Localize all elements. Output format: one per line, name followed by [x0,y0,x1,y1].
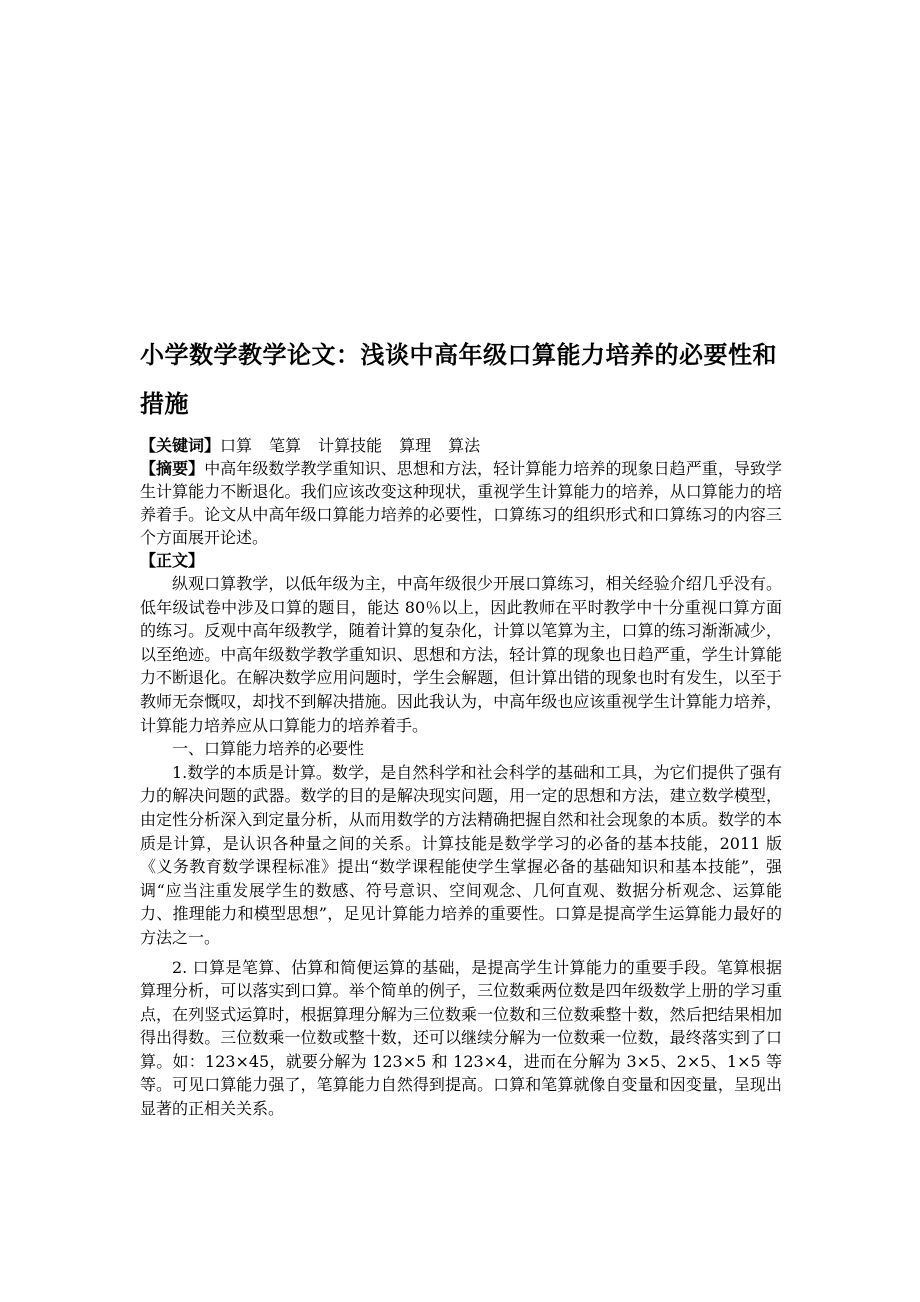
keyword: 算法 [448,436,481,455]
abstract-text: 中高年级数学教学重知识、思想和方法，轻计算能力培养的现象日趋严重，导致学生计算能力不断退化。我们应该改变这种现状，重视学生计算能力的培养，从口算能力的培养着手。论文从中高年级口算能力培养的必要性，口算练习的组织形式和口算练习的内容三个方面展开论述。 [140,459,782,547]
intro-paragraph: 纵观口算教学，以低年级为主，中高年级很少开展口算练习，相关经验介绍几乎没有。低年级试卷中涉及口算的题目，能达 80％以上，因此教师在平时教学中十分重视口算方面的练习。反观中高年级教学，随着计算的复杂化，计算以笔算为主，口算的练习渐渐减少，以至绝迹。中高年级数学教学重知识、思想和方法，轻计算的现象也日趋严重，学生计算能力不断退化。在解决数学应用问题时，学生会解题，但计算出错的现象也时有发生，以至于教师无奈慨叹，却找不到解决措施。因此我认为，中高年级也应该重视学生计算能力培养，计算能力培养应从口算能力的培养着手。 [140,574,782,735]
point-paragraph-2: 2. 口算是笔算、估算和简便运算的基础，是提高学生计算能力的重要手段。笔算根据算理分析，可以落实到口算。举个简单的例子，三位数乘两位数是四年级数学上册的学习重点，在列竖式运算时，根据算理分解为三位数乘一位数和三位数乘整十数，然后把结果相加得出得数。三位数乘一位数或整十数，还可以继续分解为一位数乘一位数，最终落实到了口算。如：123×45，就要分解为 123×5 和 123×4，进而在分解为 3×5、2×5、1×5 等等。可见口算能力强了，笔算能力自然得到提高。口算和笔算就像自变量和因变量，呈现出显著的正相关关系。 [140,957,782,1119]
keyword: 算理 [399,436,432,455]
keywords-line [140,434,782,457]
keyword: 笔算 [269,436,302,455]
document-page [140,330,782,1121]
body-label-line [140,549,782,572]
document-title: 小学数学教学论文：浅谈中高年级口算能力培养的必要性和措施 [140,340,777,418]
point-paragraph-1: 1.数学的本质是计算。数学，是自然科学和社会科学的基础和工具，为它们提供了强有力的解决问题的武器。数学的目的是解决现实问题，用一定的思想和方法，建立数学模型，由定性分析深入到定量分析，从而用数学的方法精确把握自然和社会现象的本质。数学的本质是计算，是认识各种量之间的关系。计算技能是数学学习的必备的基本技能，2011 版《义务教育数学课程标准》提出“数学课程能使学生掌握必备的基础知识和基本技能”，强调“应当注重发展学生的数感、符号意识、空间观念、几何直观、数据分析观念、运算能力、推理能力和模型思想”，足见计算能力培养的重要性。口算是提高学生运算能力最好的方法之一。 [140,762,782,947]
keywords-label: 【关键词】 [140,436,221,455]
keyword: 计算技能 [318,436,383,455]
body-label: 【正文】 [140,551,205,570]
abstract-block [140,457,782,549]
keyword: 口算 [220,436,253,455]
abstract-label: 【摘要】 [140,459,205,478]
section-heading: 一、口算能力培养的必要性 [172,739,365,759]
